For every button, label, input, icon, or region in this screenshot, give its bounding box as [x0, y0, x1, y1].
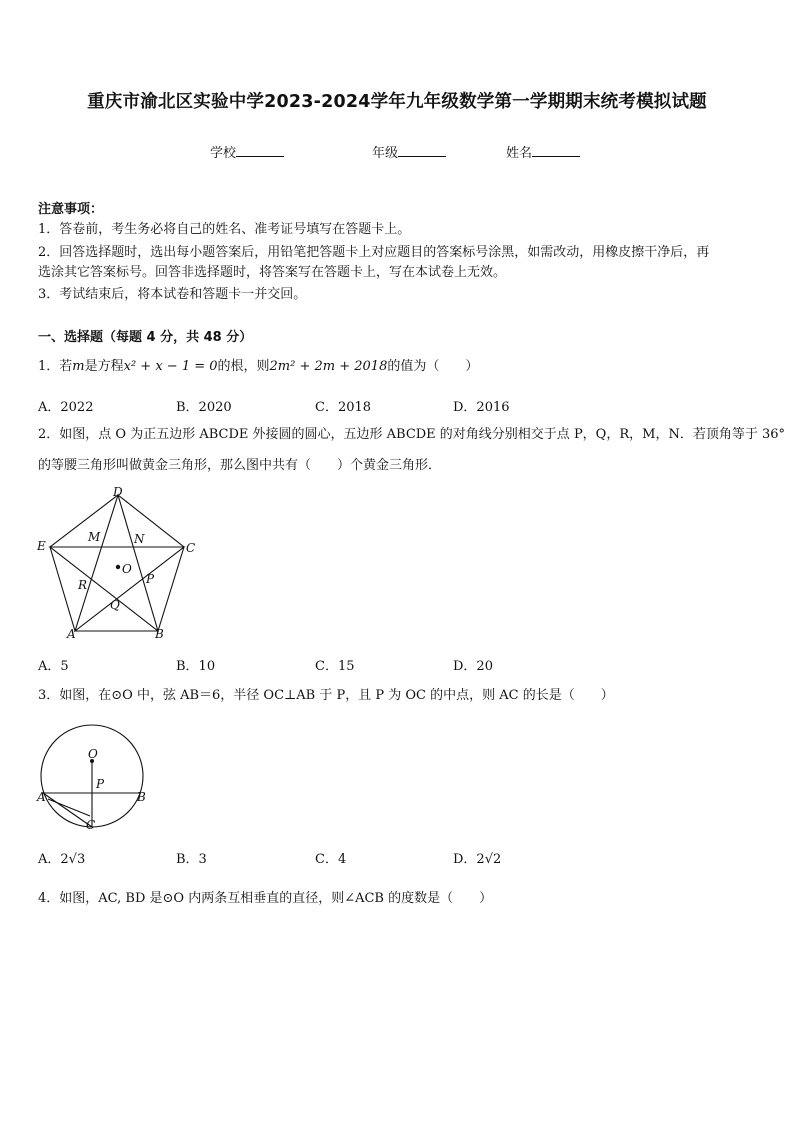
notice-item-2: 2．回答选择题时，选出每小题答案后，用铅笔把答题卡上对应题目的答案标号涂黑，如需改动，用橡皮擦干净后，再	[38, 245, 710, 260]
label-n: N	[134, 532, 145, 546]
label-a: A	[67, 627, 76, 641]
label-o: O	[122, 562, 132, 576]
q3-option-a: A．2√3	[38, 852, 86, 867]
circle-chord-figure	[34, 712, 154, 836]
label-d: D	[113, 485, 123, 499]
q1-text-c: 的值为（ ）	[387, 359, 479, 374]
question-3: 3．如图，在⊙O 中，弦 AB＝6，半径 OC⊥AB 于 P，且 P 为 OC 的中点，则 AC 的长是（ ）	[38, 688, 614, 703]
page-title: 重庆市渝北区实验中学2023-2024学年九年级数学第一学期期末统考模拟试题	[87, 92, 707, 112]
q1-prefix: 1．若	[38, 359, 73, 374]
q1-option-d: D．2016	[453, 400, 510, 415]
label-b: B	[155, 627, 164, 641]
q1-var-m: m	[72, 359, 85, 374]
label-r: R	[78, 578, 88, 592]
school-blank	[236, 144, 284, 157]
question-2-line1: 2．如图，点 O 为正五边形 ABCDE 外接圆的圆心，五边形 ABCDE 的对角线分别相交于点 P，Q，R，M，N．若顶角等于 36°	[38, 427, 785, 442]
grade-label: 年级	[372, 146, 399, 161]
q1-text-a: 是方程	[84, 359, 124, 374]
q2-option-c: C．15	[315, 659, 355, 674]
school-label: 学校	[210, 146, 237, 161]
q1-equation: x² + x − 1 = 0	[123, 359, 218, 374]
segment-aux	[48, 799, 90, 816]
q3-option-b: B．3	[176, 852, 207, 867]
label-m: M	[88, 530, 101, 544]
q2-option-a: A．5	[38, 659, 69, 674]
q1-option-b: B．2020	[176, 400, 232, 415]
label-b: B	[137, 790, 146, 804]
name-label: 姓名	[506, 146, 533, 161]
label-q: Q	[110, 598, 120, 612]
grade-field	[372, 142, 446, 161]
notice-item-2-cont: 选涂其它答案标号。回答非选择题时，将答案写在答题卡上，写在本试卷上无效。	[38, 265, 507, 280]
q1-option-c: C．2018	[315, 400, 372, 415]
notice-heading: 注意事项：	[38, 202, 104, 217]
notice-item-3: 3．考试结束后，将本试卷和答题卡一并交回。	[38, 287, 307, 302]
label-c: C	[186, 541, 196, 555]
grade-blank	[398, 144, 446, 157]
label-p: P	[96, 777, 105, 791]
question-2-line2: 的等腰三角形叫做黄金三角形，那么图中共有（ ）个黄金三角形．	[38, 458, 442, 473]
pentagon-star-figure	[34, 484, 204, 644]
label-c: C	[86, 818, 96, 832]
q2-option-b: B．10	[176, 659, 216, 674]
q1-expression: 2m² + 2m + 2018	[269, 359, 388, 374]
q3-option-d: D．2√2	[453, 852, 502, 867]
label-o: O	[88, 747, 98, 761]
q2-option-d: D．20	[453, 659, 493, 674]
notice-item-1: 1．答卷前，考生务必将自己的姓名、准考证号填写在答题卡上。	[38, 222, 411, 237]
center-point-o	[116, 565, 120, 569]
name-field	[506, 142, 580, 161]
label-a: A	[37, 790, 46, 804]
question-4: 4．如图，AC, BD 是⊙O 内两条互相垂直的直径，则∠ACB 的度数是（ ）	[38, 891, 493, 906]
section-heading: 一、选择题（每题 4 分，共 48 分）	[38, 330, 253, 345]
name-blank	[532, 144, 580, 157]
label-e: E	[37, 539, 46, 553]
q1-option-a: A．2022	[38, 400, 94, 415]
q1-text-b: 的根，则	[217, 359, 270, 374]
school-field	[210, 142, 284, 161]
segment-ac	[43, 793, 92, 827]
q3-option-c: C．4	[315, 852, 347, 867]
question-1	[38, 357, 478, 377]
label-p: P	[146, 572, 155, 586]
